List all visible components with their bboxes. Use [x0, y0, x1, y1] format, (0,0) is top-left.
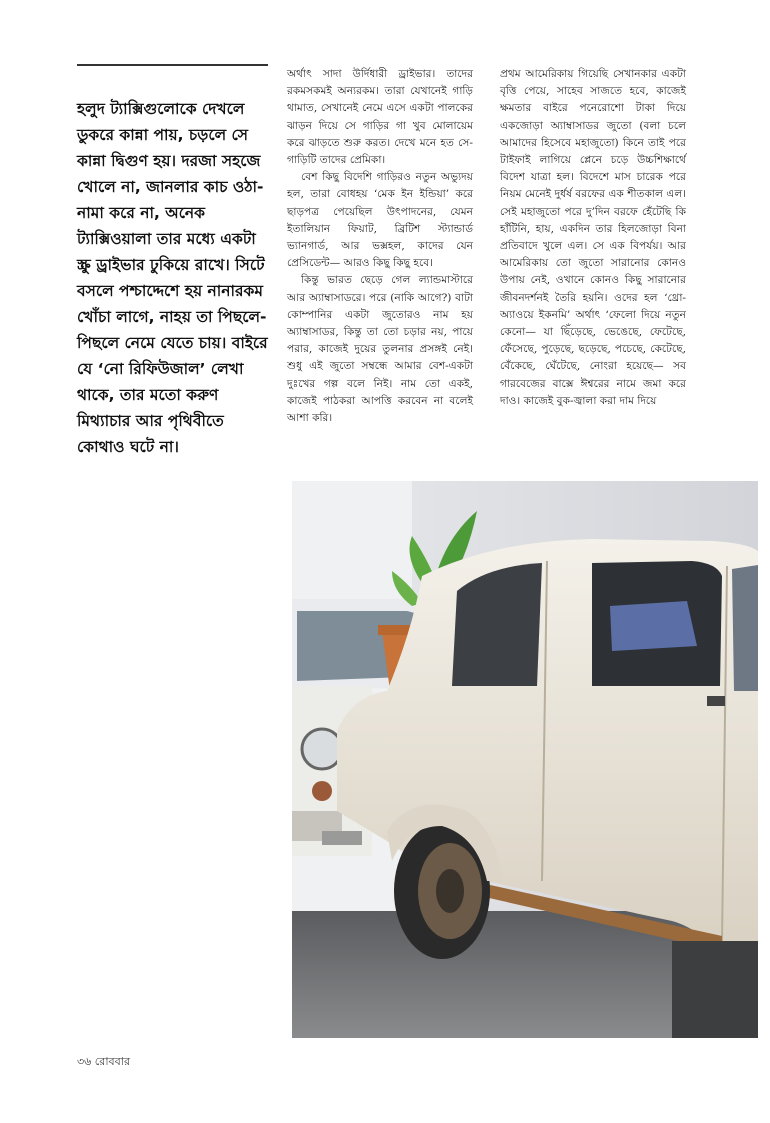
paragraph: অর্থাৎ সাদা উর্দিধারী ড্রাইভার। তাদের রকমসকমই অন্যরকম। তারা যেখানেই গাড়ি থামাত, সেখানেই নেমে এসে একটা পালকের ঝাড়ন দিয়ে সে গাড়ির গা খুব মোলায়েম করে ঝাড়তে শুরু করত। দেখে মনে হত সে-গাড়িটি তাদের প্রেমিকা।: [287, 68, 473, 167]
page-footer: ৩৬ রোববার: [77, 1055, 130, 1068]
paragraph: বেশ কিছু বিদেশি গাড়িরও নতুন অভ্যুদয় হল, তারা বোধহয় ‘মেক ইন ইন্ডিয়া’ করে ছাড়পত্র পেয়েছিল উৎপাদনের, যেমন ইতালিয়ান ফিয়াট, ব্রিটিশ স্ট্যান্ডার্ড ভ্যানগার্ড, আর ভক্সহল, কাদের যেন প্রেসিডেন্ট— আরও কিছু কিছু হবে।: [287, 171, 473, 270]
paragraph: প্রথম আমেরিকায় গিয়েছি সেখানকার একটা বৃত্তি পেয়ে, সাহেব সাজতে হবে, কাজেই ক্ষমতার বাইরে পনেরোশো টাকা দিয়ে একজোড়া অ্যাম্বাসাডর জুতো (বলা চলে আমাদের হিসেবে মহাজুতো) কিনে তাই পরে টাইফাই লাগিয়ে প্লেনে চড়ে উচ্চশিক্ষার্থে বিদেশ যাত্রা হল। বিদেশে মাস চারেক পরে নিয়ম মেনেই দুর্ধর্ষ বরফের এক শীতকাল এল। সেই মহাজুতো পরে দু’দিন বরফে হেঁটেছি কি হাঁটিনি, হায়, একদিন তার হিলজোড়া বিনা প্রতিবাদে খুলে এল। সে এক বিপর্যয়। আর আমেরিকায় তো জুতো সারানোর কোনও উপায় নেই, ওখানে কোনও কিছু সারানোর জীবনদর্শনই তৈরি হয়নি। ওদের হল ‘থ্রো-অ্যাওয়ে ইকনমি’ অর্থাৎ ‘ফেলো দিয়ে নতুন কেনো— যা ছিঁড়েছে, ভেঙেছে, ফেটেছে, ফেঁসেছে, পুড়েছে, ছড়েছে, পচেছে, কেটেছে, বেঁকেছে, ঘেঁটেছে, নোংরা হয়েছে— সব গারবেজের বাক্সে ঈশ্বরের নামে জমা করে দাও। কাজেই বুক-জ্বালা করা দাম দিয়ে: [500, 68, 686, 407]
text-column-2: [500, 66, 686, 410]
text-column-1: [287, 66, 473, 427]
pull-quote: হলুদ ট্যাক্সিগুলোকে দেখলে ডুকরে কান্না পায়, চড়লে সে কান্না দ্বিগুণ হয়। দরজা সহজে খোলে না, জানলার কাচ ওঠা-নামা করে না, অনেক ট্যাক্সিওয়ালা তার মধ্যে একটা স্ক্রু ড্রাইভার ঢুকিয়ে রাখে। সিটে বসলে পশ্চাদ্দেশে হয় নানারকম খোঁচা লাগে, নাহয় তা পিছলে-পিছলে নেমে যেতে চায়। বাইরে যে ‘নো রিফিউজাল’ লেখা থাকে, তার মতো করুণ মিথ্যাচার আর পৃথিবীতে কোথাও ঘটে না।: [77, 100, 268, 456]
paragraph: কিন্তু ভারত ছেড়ে গেল ল্যান্ডমাস্টারে আর অ্যাম্বাসাডরে। পরে (নাকি আগে?) বাটা কোম্পানির একটা জুতোরও নাম হয় অ্যাম্বাসাডর, কিন্তু তা তো চড়ার নয়, পায়ে পরার, কাজেই দুয়ের তুলনার প্রসঙ্গই নেই। শুধু এই জুতো সম্বন্ধে আমার বেশ-একটা দুঃখের গল্প বলে নিই। নাম তো একই, কাজেই পাঠকরা আপত্তি করবেন না বলেই আশা করি।: [287, 274, 473, 425]
top-rule: [77, 64, 268, 66]
photo-abandoned-cars: [292, 481, 758, 1038]
